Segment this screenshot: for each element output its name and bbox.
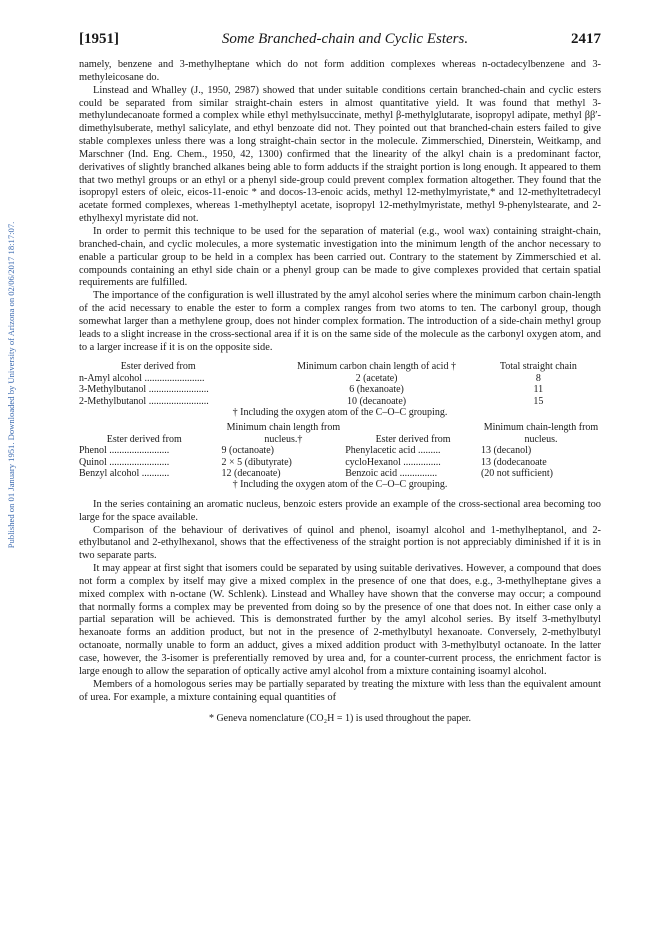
table-row bbox=[79, 396, 601, 407]
table-row bbox=[79, 384, 601, 395]
table-cell: 2 × 5 (dibutyrate) bbox=[221, 456, 292, 468]
paragraph-6: Comparison of the behaviour of derivatives of quinol and phenol, isoamyl alcohol and 1-methylheptanol, and 2-ethylbutanol and 2-ethylhexanol, shows that the effectiveness of the straight portion is not appreciably diminished if it is in two separate parts. bbox=[79, 524, 601, 562]
table-cell: 15 bbox=[533, 395, 544, 407]
table-cell: n-Amyl alcohol ........................ bbox=[79, 372, 205, 384]
page-footnote: * Geneva nomenclature (CO₂H = 1) is used throughout the paper. bbox=[208, 713, 472, 725]
paragraph-8: Members of a homologous series may be partially separated by treating the mixture with less than the equivalent amount of urea. For example, a mixture containing equal quantities of bbox=[79, 678, 601, 703]
table-cell: 13 (decanol) bbox=[480, 445, 532, 457]
table-cell: 10 (decanoate) bbox=[346, 395, 407, 407]
table-header: Ester derived from bbox=[375, 433, 451, 445]
header-year: [1951] bbox=[79, 31, 119, 47]
table-cell: Benzoic acid ............... bbox=[345, 468, 438, 480]
paragraph-1: namely, benzene and 3-methylheptane which do not form addition complexes whereas n-octadecylbenzene and 3-methyleicosane do. bbox=[79, 59, 601, 83]
table-header-row bbox=[79, 361, 601, 372]
table-row bbox=[79, 445, 601, 456]
paragraph-4: The importance of the configuration is well illustrated by the amyl alcohol series where the minimum carbon chain-length of the acid necessary to enable the ester to form a complex ranges from two atoms to ten. The carbonyl group, though somewhat larger than a methylene group, does not hinder complex formation. The introduction of a side-chain methyl group leads to a slight increase in the cross-sectional area if it is on the same side of the molecule as the carbonyl oxygen atom, and to a larger increase if it is on the opposite side. bbox=[79, 290, 601, 353]
table-cell: 13 (dodecanoate bbox=[480, 456, 547, 468]
table-cell: 2 (acetate) bbox=[355, 372, 398, 384]
aromatic-esters-table bbox=[79, 422, 601, 479]
table-header: Minimum carbon chain length of acid † bbox=[297, 361, 456, 373]
body-continued bbox=[79, 499, 601, 705]
table-row bbox=[79, 373, 601, 384]
table-cell: 2-Methylbutanol ........................ bbox=[79, 395, 209, 407]
table-header: Total straight chain bbox=[499, 361, 577, 373]
table-footnote: † Including the oxygen atom of the C–O–C grouping. bbox=[232, 479, 448, 491]
table-header: Ester derived from bbox=[106, 433, 182, 445]
download-notice-text: Published on 01 January 1951. Downloaded by University of Arizona on 02/06/2017 18:17:07. bbox=[6, 221, 16, 549]
page-number: 2417 bbox=[570, 31, 601, 47]
table-header-row bbox=[79, 422, 601, 445]
header-title: Some Branched-chain and Cyclic Esters. bbox=[221, 31, 469, 47]
table-cell: Benzyl alcohol ........... bbox=[79, 468, 170, 480]
paragraph-5: In the series containing an aromatic nucleus, benzoic esters provide an example of the cross-sectional area becoming too large for the space available. bbox=[79, 498, 601, 523]
table-row bbox=[79, 457, 601, 468]
table-cell: 8 bbox=[535, 372, 541, 384]
running-header bbox=[79, 31, 601, 48]
table-header: Minimum chain length from nucleus.† bbox=[226, 422, 341, 445]
table-cell: Phenol ........................ bbox=[79, 445, 170, 457]
table-cell: Phenylacetic acid ......... bbox=[345, 445, 441, 457]
table-cell: 9 (octanoate) bbox=[221, 445, 274, 457]
paragraph-7: It may appear at first sight that isomers could be separated by using suitable derivatives. However, a compound that does not form a complex by itself may give a mixed complex in the presence of one that does, e.g., 3-methylheptane gives a mixed complex with n-octane (W. Schlenk). Linstead and Whalley have shown that the converse may occur; a compound that normally forms a complex may be prevented from doing so by the presence of one that does not. In either case only a partial separation will be achieved. This is demonstrated further by the amyl alcohol series. By itself 3-methylbutyl hexanoate forms an addition product, but not in the presence of 2-methylbutyl hexanoate. Conversely, 2-methylbutyl octanoate, normally unable to form an adduct, gives a mixed addition product with 3-methylbutyl octanoate. In the latter case, however, the 3-isomer is preferentially removed by urea and, for a counter-current process, the enrichment factor is large enough to allow the separation of optically active amyl alcohol from a mixture containing isoamyl alcohol. bbox=[79, 563, 601, 677]
table-footnote: † Including the oxygen atom of the C–O–C grouping. bbox=[232, 407, 448, 419]
table-cell: 12 (decanoate) bbox=[221, 468, 281, 480]
journal-page bbox=[79, 31, 601, 724]
paragraph-3: In order to permit this technique to be used for the separation of material (e.g., wool wax) containing straight-chain, branched-chain, and cyclic molecules, a more systematic investigation into the minimum length of the anchor necessary to enable a particular group to be held in a complex has been carried out. Contrary to the statement by Zimmerschied et al. compounds containing an ethyl side chain or a phenyl group can be made to give complexes provided that certain spatial requirements are fulfilled. bbox=[79, 225, 601, 289]
table-cell: (20 not sufficient) bbox=[480, 468, 553, 480]
table-cell: 11 bbox=[533, 384, 544, 396]
table-cell: 6 (hexanoate) bbox=[349, 384, 404, 396]
table-cell: 3-Methylbutanol ........................ bbox=[79, 384, 209, 396]
amyl-alcohol-table bbox=[79, 361, 601, 407]
paragraph-2: Linstead and Whalley (J., 1950, 2987) showed that under suitable conditions certain branched-chain and cyclic esters could be separated from similar straight-chain esters in almost quantitative yield. It was found that methyl 3-methylundecanoate formed a complex while ethyl methylsuccinate, methyl β-methylglutarate, isopropyl adipate, methyl ββ′-dimethylsuberate, methyl salicylate, and ethyl benzoate did not. They pointed out that branched-chain esters failed to give stable complexes unless there was a long straight-chain sector in the molecule. Zimmerschied, Dinerstein, Weitkamp, and Marschner (Ind. Eng. Chem., 1950, 42, 1300) confirmed that the linearity of the alkyl chain is a predominant factor, derivatives of slightly branched alkanes being able to form adducts if the straight portion is long enough. It appeared to them that two methyl groups or an ethyl or a phenyl side-group could prevent complex formation altogether. They found that the isopropyl esters of oleic, eicos-11-enoic * and docos-13-enoic acids, methyl 12-methylmyristate,* and 12-methyltetradecyl acetate formed complexes, whereas 1-methylheptyl acetate, isopropyl 12-methylmyristate, methyl 9-phenylstearate, and 2-ethylhexyl myristate did not. bbox=[79, 84, 601, 225]
table-header: Ester derived from bbox=[120, 361, 196, 373]
table-header: Minimum chain-length from nucleus. bbox=[483, 422, 599, 445]
download-notice bbox=[2, 150, 20, 620]
table-row bbox=[79, 468, 601, 479]
table-cell: Quinol ........................ bbox=[79, 456, 170, 468]
table-cell: cycloHexanol ............... bbox=[345, 456, 441, 468]
